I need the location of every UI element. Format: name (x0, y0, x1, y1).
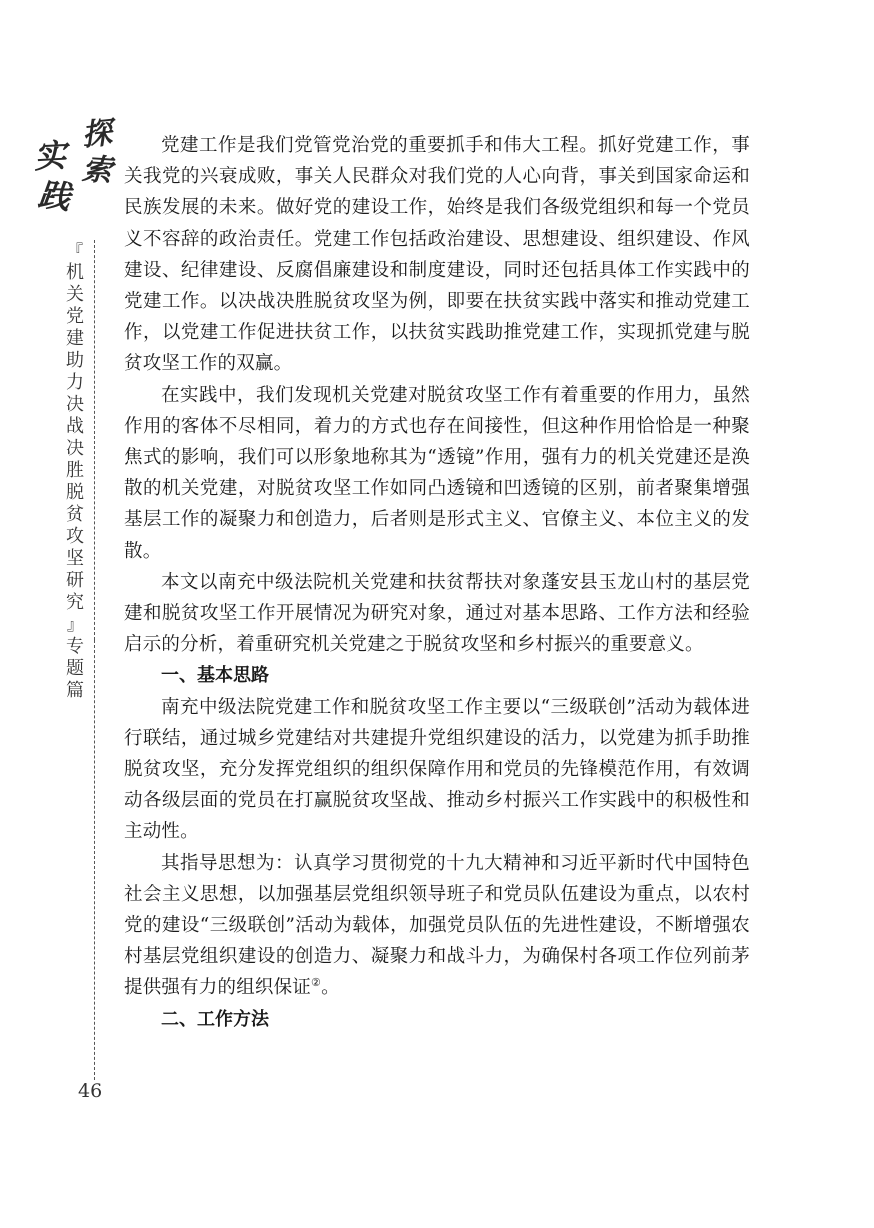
paragraph-text: 其指导思想为：认真学习贯彻党的十九大精神和习近平新时代中国特色社会主义思想，以加强基层党组织领导班子和党员队伍建设为重点，以农村党的建设“三级联创”活动为载体，加强党员队伍的先进性建设，不断增强农村基层党组织建设的创造力、凝聚力和战斗力，为确保村各项工作位列前茅提供强有力的组织保证 (124, 852, 750, 999)
title-char: 胜 (66, 460, 84, 481)
section-heading: 二、工作方法 (161, 1008, 269, 1030)
title-char: 机 (66, 262, 84, 283)
title-char: 坚 (66, 548, 84, 569)
sidebar-dashed-divider (94, 640, 95, 1080)
article-body (124, 130, 750, 1035)
title-char: 究 (66, 592, 84, 613)
paragraph: 党建工作是我们党管党治党的重要抓手和伟大工程。抓好党建工作，事关我党的兴衰成败，事关人民群众对我们党的人心向背，事关到国家命运和民族发展的未来。做好党的建设工作，始终是我们各级党组织和每一个党员义不容辞的政治责任。党建工作包括政治建设、思想建设、组织建设、作风建设、纪律建设、反腐倡廉建设和制度建设，同时还包括具体工作实践中的党建工作。以决战决胜脱贫攻坚为例，即要在扶贫实践中落实和推动党建工作，以党建工作促进扶贫工作，以扶贫实践助推党建工作，实现抓党建与脱贫攻坚工作的双赢。 (124, 135, 750, 375)
brand-char: 实 (33, 136, 67, 176)
paragraph: 本文以南充中级法院机关党建和扶贫帮扶对象蓬安县玉龙山村的基层党建和脱贫攻坚工作开展情况为研究对象，通过对基本思路、工作方法和经验启示的分析，着重研究机关党建之于脱贫攻坚和乡村振兴的重要意义。 (124, 571, 750, 656)
title-char: 脱 (66, 482, 84, 503)
paragraph: 在实践中，我们发现机关党建对脱贫攻坚工作有着重要的作用力，虽然作用的客体不尽相同，着力的方式也存在间接性，但这种作用恰恰是一种聚焦式的影响，我们可以形象地称其为“透镜”作用，强有力的机关党建还是涣散的机关党建，对脱贫攻坚工作如同凸透镜和凹透镜的区别，前者聚集增强基层工作的凝聚力和创造力，后者则是形式主义、官僚主义、本位主义的发散。 (124, 384, 750, 562)
title-char: 决 (66, 438, 84, 459)
title-char: 力 (66, 372, 84, 393)
vertical-section-title (62, 240, 88, 702)
title-suffix-char: 专 (66, 636, 84, 657)
paragraph-with-footnote (124, 848, 750, 1004)
title-char: 关 (66, 284, 84, 305)
title-char: 决 (66, 394, 84, 415)
title-char: 战 (66, 416, 84, 437)
section-heading: 一、基本思路 (161, 665, 269, 687)
title-char: 贫 (66, 504, 84, 525)
title-suffix-char: 题 (66, 658, 84, 679)
title-char: 建 (66, 328, 84, 349)
brand-char: 践 (36, 175, 72, 217)
title-char: 攻 (66, 526, 84, 547)
title-char: 党 (66, 306, 84, 327)
title-suffix-char: 篇 (66, 680, 84, 701)
title-char: 研 (66, 570, 84, 591)
brand-char: 索 (80, 151, 114, 190)
sidebar-dashed-divider-top (94, 240, 95, 640)
paragraph-end: 。 (321, 977, 340, 999)
page-number: 46 (78, 1080, 103, 1102)
title-close-mark: 』 (66, 615, 83, 634)
footnote-marker[interactable]: ② (311, 976, 322, 990)
title-open-mark: 『 (66, 241, 83, 260)
brand-char: 探 (80, 115, 114, 154)
title-char: 助 (66, 350, 84, 371)
paragraph: 南充中级法院党建工作和脱贫攻坚工作主要以“三级联创”活动为载体进行联结，通过城乡党建结对共建提升党组织建设的活力，以党建为抓手助推脱贫攻坚，充分发挥党组织的组织保障作用和党员的先锋模范作用，有效调动各级层面的党员在打赢脱贫攻坚战、推动乡村振兴工作实践中的积极性和主动性。 (124, 696, 750, 843)
series-brand-logo (28, 115, 124, 228)
